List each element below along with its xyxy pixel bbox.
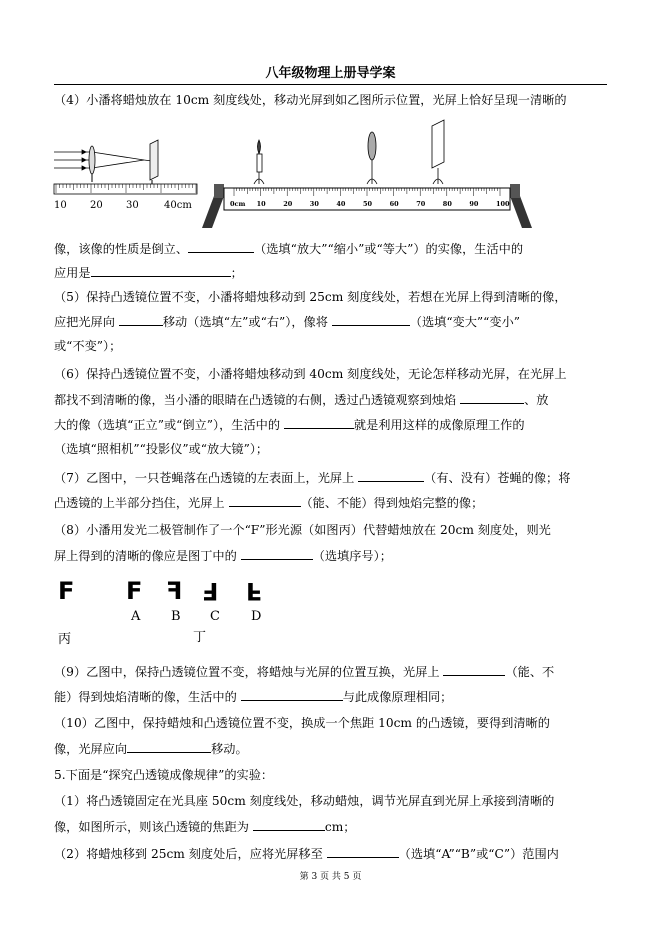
bench-tick-label: 0cm bbox=[230, 200, 246, 208]
q5-blank-1[interactable] bbox=[119, 313, 163, 326]
q6-blank-1[interactable] bbox=[460, 391, 524, 404]
bench-tick-label: 40 bbox=[336, 200, 346, 208]
tick-label-10: 10 bbox=[54, 200, 67, 211]
screen-icon bbox=[150, 140, 158, 180]
light-rays bbox=[54, 150, 152, 170]
q9-line2: 能）得到烛焰清晰的像，生活中的 与此成像原理相同； bbox=[54, 690, 453, 704]
bench-tick-label: 90 bbox=[469, 200, 479, 208]
candle-icon bbox=[254, 140, 264, 184]
q4-blank-2[interactable] bbox=[91, 264, 231, 277]
q6-line1: （6）保持凸透镜位置不变，小潘将蜡烛移动到 40cm 刻度线处，无论怎样移动光屏，在光屏上 bbox=[54, 367, 567, 381]
q7-line2: 凸透镜的上半部分挡住，光屏上 （能、不能）得到烛焰完整的像； bbox=[54, 496, 484, 510]
q6-line3: 大的像（选填“正立”或“倒立”），生活中的 就是利用这样的成像原理工作的 bbox=[54, 418, 525, 432]
q4-intro: （4）小潘将蜡烛放在 10cm 刻度线处，移动光屏到如乙图所示位置，光屏上恰好呈现一清晰的 bbox=[54, 93, 567, 107]
bench-tick-label: 100 bbox=[496, 200, 510, 208]
q7-blank-2[interactable] bbox=[229, 494, 301, 507]
question5-blank-focal[interactable] bbox=[253, 818, 325, 831]
q6-line4: （选填“照相机”“投影仪”或“放大镜”）； bbox=[54, 442, 269, 456]
tick-label-30: 30 bbox=[126, 200, 139, 211]
question5-title: 5.下面是“探究凸透镜成像规律”的实验： bbox=[54, 768, 274, 782]
figure-a-lens-bench bbox=[52, 132, 202, 214]
bench-tick-label: 60 bbox=[389, 200, 399, 208]
q9-blank-2[interactable] bbox=[241, 688, 343, 701]
figure-b-optical-bench bbox=[202, 118, 532, 230]
option-label-b: B bbox=[171, 609, 181, 624]
q9-line1: （9）乙图中，保持凸透镜位置不变，将蜡烛与光屏的位置互换，光屏上 （能、不 bbox=[54, 665, 555, 679]
page-header-title: 八年级物理上册导学案 bbox=[54, 62, 607, 85]
q7-blank-1[interactable] bbox=[358, 469, 424, 482]
bench-tick-label: 50 bbox=[363, 200, 373, 208]
screen-icon bbox=[432, 120, 444, 184]
bench-tick-label: 10 bbox=[256, 200, 266, 208]
q5-blank-2[interactable] bbox=[332, 313, 410, 326]
q5-line3: 或“不变”）； bbox=[54, 339, 122, 353]
q10-line1: （10）乙图中，保持蜡烛和凸透镜位置不变，换成一个焦距 10cm 的凸透镜，要得到清晰的 bbox=[54, 716, 550, 730]
q10-line2: 像，光屏应向 移动。 bbox=[54, 742, 248, 756]
figure-label-bing: 丙 bbox=[58, 632, 72, 647]
option-a-glyph: F bbox=[126, 577, 143, 605]
q9-blank-1[interactable] bbox=[443, 663, 505, 676]
ruler bbox=[54, 184, 197, 194]
q8-blank[interactable] bbox=[241, 547, 313, 560]
bench-tick-label: 70 bbox=[416, 200, 426, 208]
option-label-c: C bbox=[210, 609, 220, 624]
question5-p1-line1: （1）将凸透镜固定在光具座 50cm 刻度线处，移动蜡烛，调节光屏直到光屏上承接到清晰的 bbox=[54, 794, 555, 808]
question5-p2: （2）将蜡烛移到 25cm 刻度处后，应将光屏移至 （选填“A”“B”或“C”）范围内 bbox=[54, 847, 559, 861]
convex-lens-icon bbox=[89, 146, 95, 174]
option-d-glyph: F bbox=[246, 577, 263, 605]
question5-p1-line2: 像，如图所示，则该凸透镜的焦距为 cm； bbox=[54, 820, 356, 834]
page-footer: 第 3 页 共 5 页 bbox=[299, 872, 362, 882]
tick-label-40cm: 40cm bbox=[164, 200, 192, 211]
q6-line2: 都找不到清晰的像，当小潘的眼睛在凸透镜的右侧，透过凸透镜观察到烛焰 、放 bbox=[54, 393, 549, 407]
bench-tick-label: 30 bbox=[309, 200, 319, 208]
tick-label-20: 20 bbox=[90, 200, 103, 211]
option-c-glyph: F bbox=[202, 577, 219, 605]
figure-label-ding: 丁 bbox=[193, 630, 207, 645]
q10-blank[interactable] bbox=[127, 740, 211, 753]
q7-line1: （7）乙图中，一只苍蝇落在凸透镜的左表面上，光屏上 （有、没有）苍蝇的像；将 bbox=[54, 471, 571, 485]
q4-line3: 应用是 ； bbox=[54, 266, 243, 280]
q8-line2: 屏上得到的清晰的像应是图丁中的 （选填序号）； bbox=[54, 549, 392, 563]
q5-line2: 应把光屏向 移动（选填“左”或“右”），像将 （选填“变大”“变小” bbox=[54, 315, 521, 329]
q4-blank-1[interactable] bbox=[188, 240, 254, 253]
f-source-glyph: F bbox=[58, 577, 75, 605]
bench-leg-left bbox=[202, 196, 224, 228]
q6-blank-2[interactable] bbox=[284, 416, 354, 429]
question5-blank-range[interactable] bbox=[327, 845, 399, 858]
option-label-a: A bbox=[131, 609, 141, 624]
convex-lens-icon bbox=[367, 132, 377, 184]
bench-tick-label: 80 bbox=[442, 200, 452, 208]
q4-line2: 像，该像的性质是倒立、 （选填“放大”“缩小”或“等大”）的实像，生活中的 bbox=[54, 242, 524, 256]
figure-bing-ding bbox=[54, 575, 294, 645]
option-b-glyph: F bbox=[166, 577, 183, 605]
q8-line1: （8）小潘用发光二极管制作了一个“F”形光源（如图丙）代替蜡烛放在 20cm 刻度处，则光 bbox=[54, 523, 551, 537]
option-label-d: D bbox=[251, 609, 262, 624]
bench-tick-label: 20 bbox=[283, 200, 293, 208]
bench-leg-right bbox=[510, 196, 532, 228]
q5-line1: （5）保持凸透镜位置不变，小潘将蜡烛移动到 25cm 刻度线处，若想在光屏上得到清晰的像， bbox=[54, 290, 567, 304]
